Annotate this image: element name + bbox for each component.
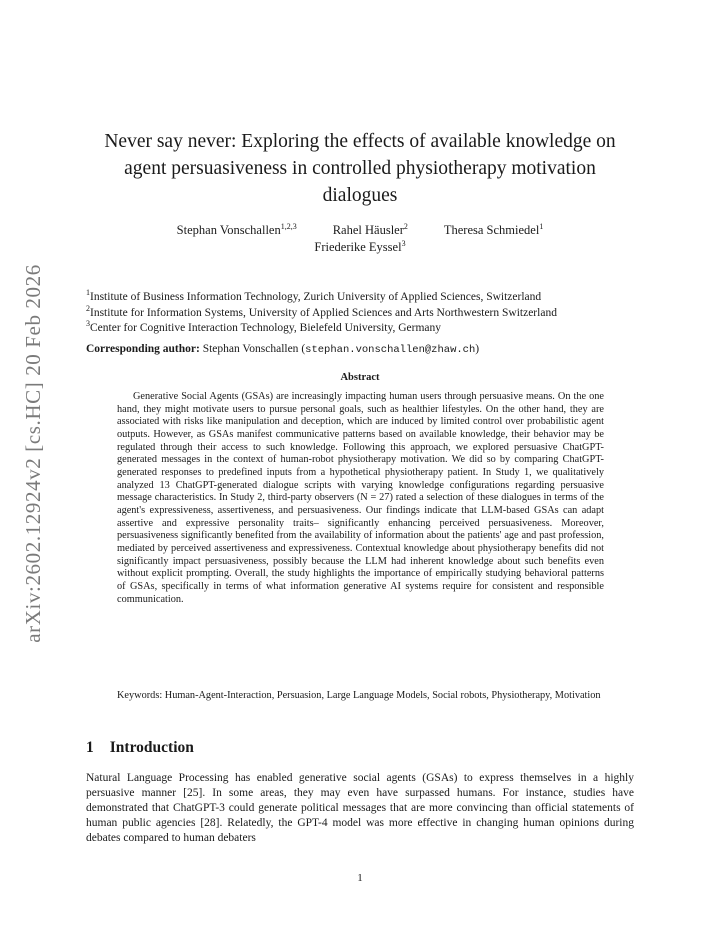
author-list bbox=[90, 222, 630, 256]
author-affil-sup: 1 bbox=[539, 221, 544, 231]
affiliation: $^2$Institute for Information Systems, University of Applied Sciences and Arts Northwestern Switzerland bbox=[86, 303, 557, 319]
author: Rahel Häusler$^2$ bbox=[332, 221, 408, 237]
corresponding-author: Corresponding author: Stephan Vonschallen (stephan.vonschallen@zhaw.ch) bbox=[86, 343, 480, 356]
corresponding-email[interactable]: stephan.vonschallen@zhaw.ch bbox=[305, 344, 476, 356]
abstract-heading: Abstract bbox=[340, 372, 380, 383]
author-affil-sup: 1,2,3 bbox=[280, 221, 297, 231]
corresponding-name: Stephan Vonschallen bbox=[202, 343, 299, 355]
section-title: Introduction bbox=[109, 739, 194, 756]
author-row-1 bbox=[90, 222, 630, 239]
affiliation-list bbox=[86, 290, 646, 337]
author-affil-sup: 3 bbox=[401, 238, 406, 248]
author: Stephan Vonschallen$^{1,2,3}$ bbox=[176, 221, 297, 237]
section-heading bbox=[86, 739, 194, 757]
author: Theresa Schmiedel$^1$ bbox=[443, 221, 544, 237]
affiliation: $^1$Institute of Business Information Technology, Zurich University of Applied Sciences, Switzerland bbox=[86, 288, 542, 303]
corresponding-label: Corresponding author: bbox=[86, 343, 200, 355]
affiliation: $^3$Center for Cognitive Interaction Technology, Bielefeld University, Germany bbox=[86, 319, 442, 334]
page-number: 1 bbox=[357, 872, 363, 884]
section-number: 1 bbox=[86, 739, 94, 756]
abstract-body bbox=[117, 391, 604, 606]
paper-title: Never say never: Exploring the effects of available knowledge on agent persuasiveness in controlled physiotherapy motivation dialogues bbox=[104, 131, 616, 206]
author-row-2 bbox=[90, 239, 630, 256]
introduction-body bbox=[86, 771, 634, 846]
author: Friederike Eyssel$^3$ bbox=[314, 238, 406, 254]
arxiv-stamp-text: arXiv:2602.12924v2 [cs.HC] 20 Feb 2026 bbox=[20, 263, 45, 643]
keywords: Keywords: Human-Agent-Interaction, Persuasion, Large Language Models, Social robots, Physiotherapy, Motivation bbox=[117, 690, 601, 701]
intro-paragraph: Natural Language Processing has enabled generative social agents (GSAs) to express themselves in a highly persuasive manner [25]. In some areas, they may even have surpassed humans. For instance, studies have demonstrated that ChatGPT-3 could generate political messages that are more convincing than official statements of human public agencies [28]. Relatedly, the GPT-4 model was more effective in changing human opinions during debates compared to human debaters bbox=[86, 772, 634, 844]
arxiv-identifier-stamp bbox=[18, 258, 48, 648]
abstract-text: Generative Social Agents (GSAs) are increasingly impacting human users through persuasive means. On the one hand, they might motivate users to pursue personal goals, such as healthier lifestyles. On the other hand, they are associated with risks like manipulation and deception, which are induced by limited control over probabilistic agent outputs. However, as GSAs manifest communicative patterns based on available knowledge, their behavior may be regulated through their access to such knowledge. Following this approach, we explored persuasive ChatGPT-generated messages in the context of human-robot physiotherapy motivation. We did so by comparing ChatGPT-generated responses to predefined inputs from a hypothetical physiotherapy patient. In Study 1, we qualitatively analyzed 13 ChatGPT-generated dialogue scripts with varying knowledge configurations regarding persuasive message characteristics. In Study 2, third-party observers (N = 27) rated a selection of these dialogues in terms of the agent's expressiveness, assertiveness, and persuasiveness. Our findings indicate that LLM-based GSAs can adapt assertive and expressive personality traits– significantly enhancing perceived persuasiveness. Moreover, persuasiveness significantly benefited from the availability of information about the patients' age and past profession, mediated by perceived assertiveness and expressiveness. Contextual knowledge about physiotherapy benefits did not significantly impact persuasiveness, possibly because the LLM had inherent knowledge about such benefits even without explicit prompting. Overall, the study highlights the importance of empirically studying behavioral patterns of GSAs, specifically in terms of what information generative AI systems require for consistent and responsible communication. bbox=[117, 391, 604, 605]
author-affil-sup: 2 bbox=[403, 221, 408, 231]
